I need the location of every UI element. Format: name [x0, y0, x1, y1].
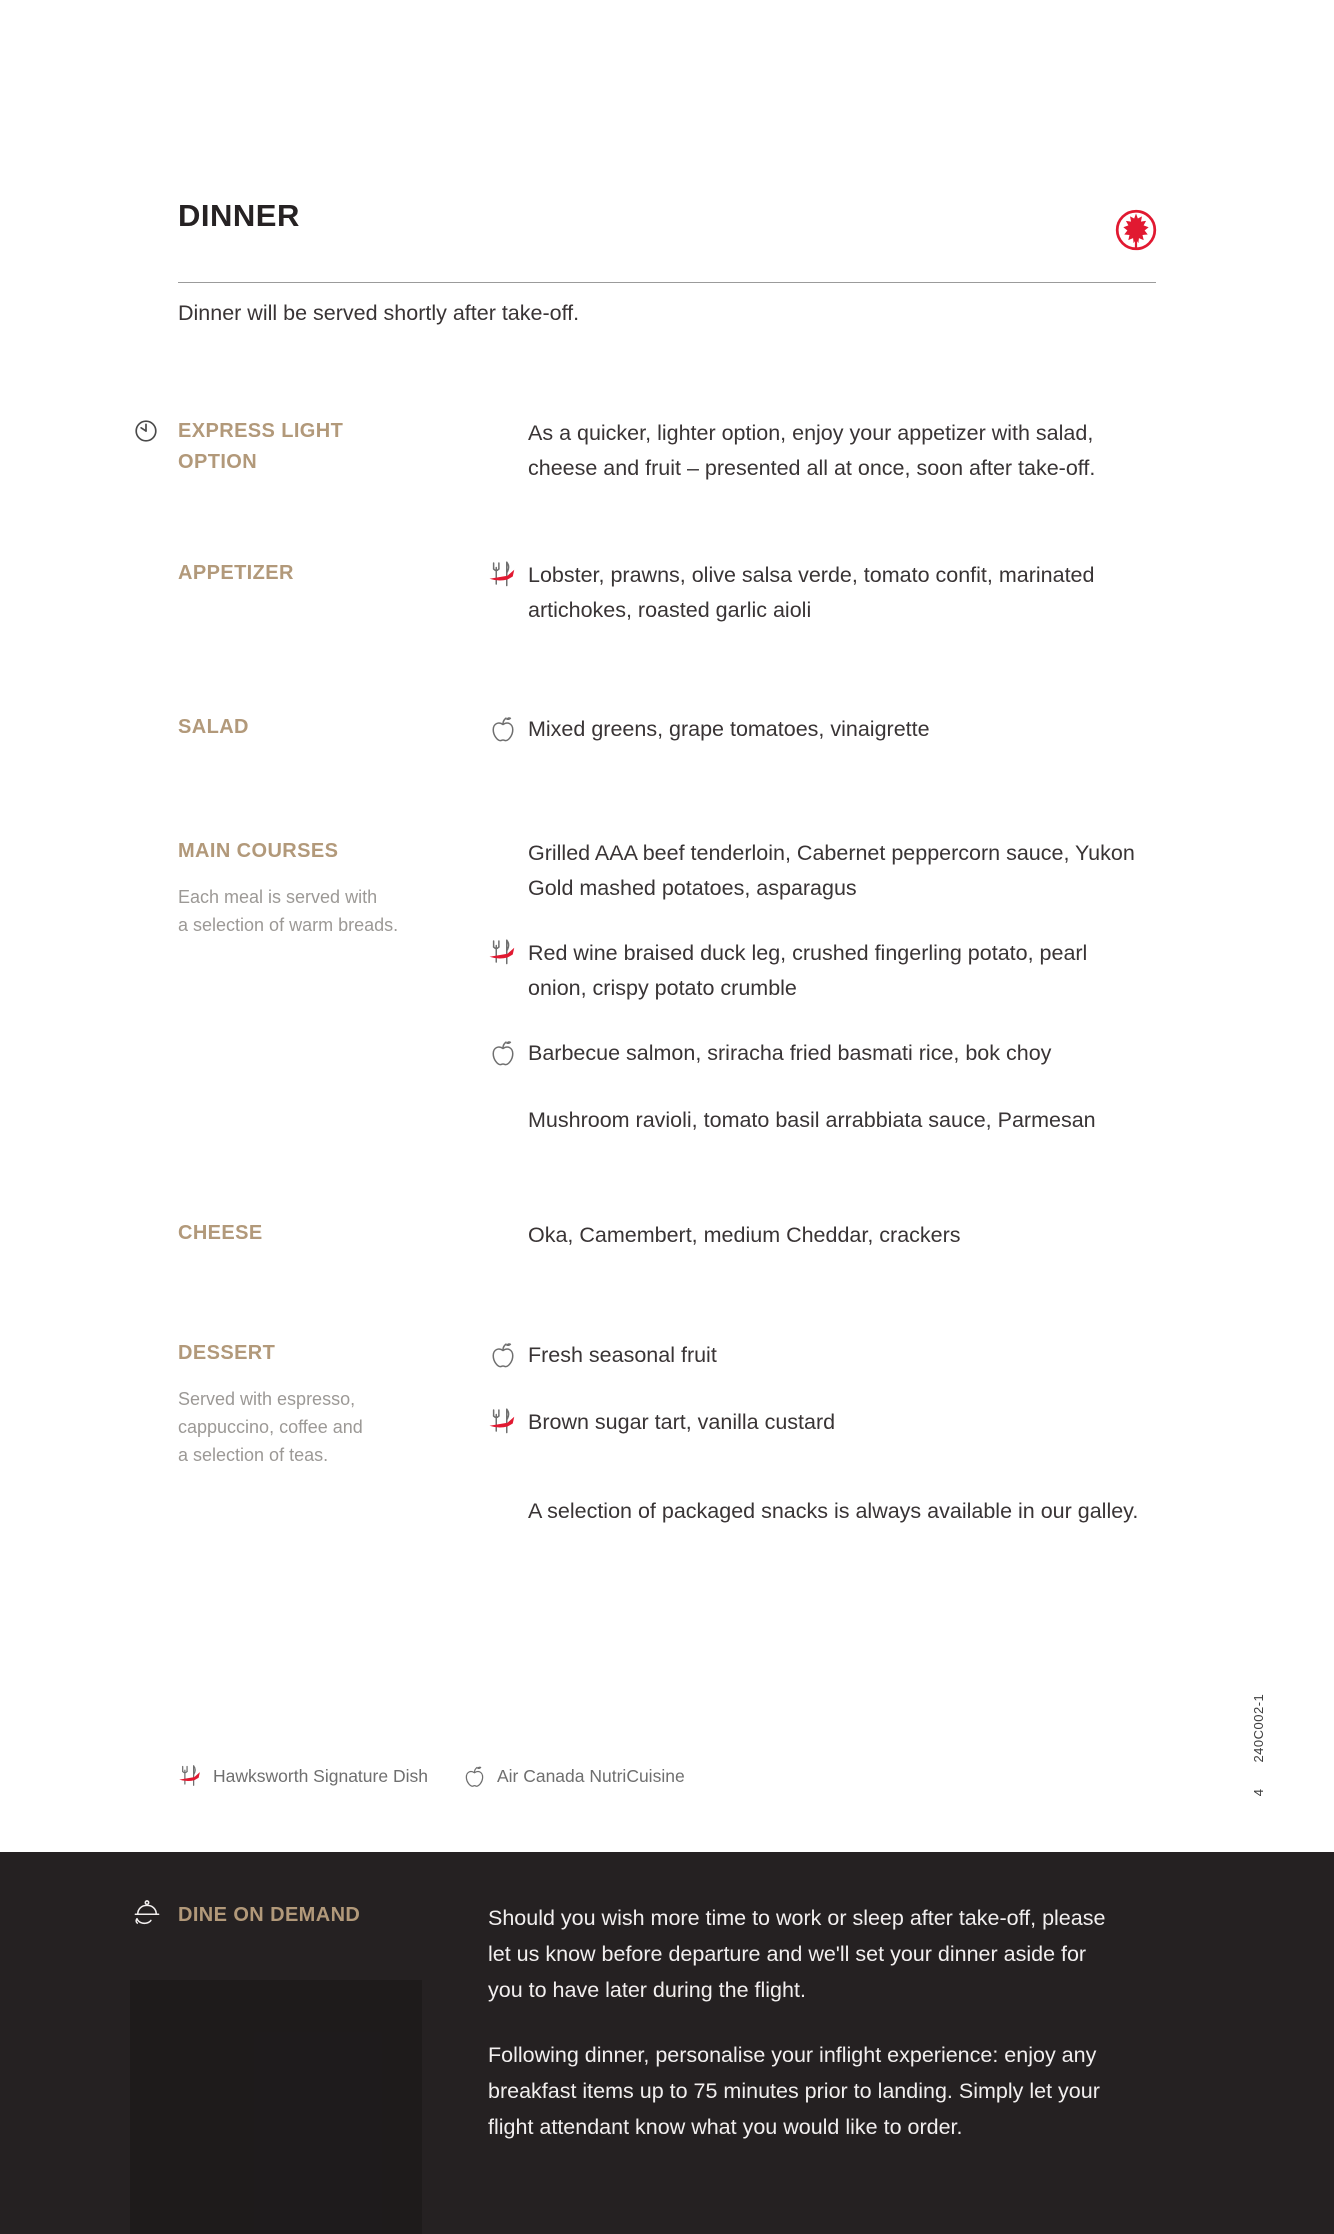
icon-legend: [178, 1764, 719, 1789]
menu-item: [488, 416, 1146, 486]
menu-item-text: Mixed greens, grape tomatoes, vinaigrette: [528, 717, 930, 741]
menu-item: [488, 1405, 1146, 1442]
legend-entry: [462, 1764, 685, 1789]
menu-item: [488, 836, 1146, 906]
signature-dish-icon: [178, 1764, 203, 1789]
menu-item: [488, 712, 1146, 749]
menu-item-text: Brown sugar tart, vanilla custard: [528, 1410, 836, 1434]
air-canada-roundel-icon: [1114, 208, 1158, 252]
section-snacks: [178, 1494, 1146, 1529]
section-heading: CHEESE: [178, 1222, 263, 1244]
menu-item: [488, 1036, 1146, 1073]
signature-dish-icon: [488, 1407, 518, 1437]
section-heading: APPETIZER: [178, 562, 294, 584]
nutricuisine-apple-icon: [488, 1340, 518, 1370]
section-heading: MAIN COURSES: [178, 840, 339, 862]
section-dessert: [178, 1338, 1146, 1469]
menu-item-text: Grilled AAA beef tenderloin, Cabernet peppercorn sauce, Yukon Gold mashed potatoes, asparagus: [528, 841, 1135, 900]
section-salad: [178, 712, 1146, 749]
section-note: Each meal is served with a selection of warm breads.: [178, 887, 399, 935]
signature-dish-icon: [488, 560, 518, 590]
legend-entry: [178, 1764, 428, 1789]
section-main-courses: [178, 836, 1146, 1138]
section-heading: EXPRESS LIGHT OPTION: [178, 420, 344, 473]
footer-paragraph: Should you wish more time to work or sleep after take-off, please let us know before departure and we'll set your dinner aside for you to have later during the flight.: [488, 1906, 1106, 2002]
menu-item-text: A selection of packaged snacks is always available in our galley.: [528, 1499, 1139, 1523]
menu-item-text: As a quicker, lighter option, enjoy your appetizer with salad, cheese and fruit – presented all at once, soon after take-off.: [528, 421, 1096, 480]
section-heading: DESSERT: [178, 1342, 276, 1364]
menu-item: [488, 1338, 1146, 1375]
menu-item: [488, 1494, 1146, 1529]
menu-item-text: Lobster, prawns, olive salsa verde, tomato confit, marinated artichokes, roasted garlic aioli: [528, 563, 1095, 622]
section-express-light-option: [178, 416, 1146, 486]
section-cheese: [178, 1218, 1146, 1253]
clock-icon: [132, 417, 160, 445]
menu-item-text: Oka, Camembert, medium Cheddar, crackers: [528, 1223, 961, 1247]
menu-item-text: Mushroom ravioli, tomato basil arrabbiata sauce, Parmesan: [528, 1108, 1096, 1132]
menu-item: [488, 1103, 1146, 1138]
signature-dish-icon: [488, 938, 518, 968]
nutricuisine-apple-icon: [488, 1038, 518, 1068]
menu-item: [488, 558, 1146, 628]
menu-item-text: Barbecue salmon, sriracha fried basmati rice, bok choy: [528, 1041, 1052, 1065]
page-code: 4 240C002-1: [1250, 1693, 1266, 1797]
section-heading: SALAD: [178, 716, 249, 738]
legend-label: Air Canada NutriCuisine: [496, 1766, 685, 1786]
menu-subtitle: Dinner will be served shortly after take-off.: [178, 301, 580, 325]
nutricuisine-apple-icon: [488, 714, 518, 744]
footer-paragraph: Following dinner, personalise your inflight experience: enjoy any breakfast items up to 75 minutes prior to landing. Simply let your flight attendant know what you would like to order.: [488, 2043, 1100, 2139]
header-divider: [178, 282, 1156, 283]
dine-on-demand-footer: [0, 1852, 1334, 2234]
page-title: DINNER: [178, 198, 300, 233]
legend-label: Hawksworth Signature Dish: [213, 1766, 428, 1786]
footer-heading: DINE ON DEMAND: [178, 1904, 361, 1926]
cloche-hand-icon: [130, 1898, 164, 1932]
section-note: Served with espresso, cappuccino, coffee and a selection of teas.: [178, 1389, 363, 1465]
menu-item-text: Red wine braised duck leg, crushed fingerling potato, pearl onion, crispy potato crumble: [528, 941, 1088, 1000]
section-appetizer: [178, 558, 1146, 628]
menu-item-text: Fresh seasonal fruit: [528, 1343, 717, 1367]
menu-item: [488, 1218, 1146, 1253]
nutricuisine-apple-icon: [462, 1764, 487, 1789]
menu-item: [488, 936, 1146, 1006]
